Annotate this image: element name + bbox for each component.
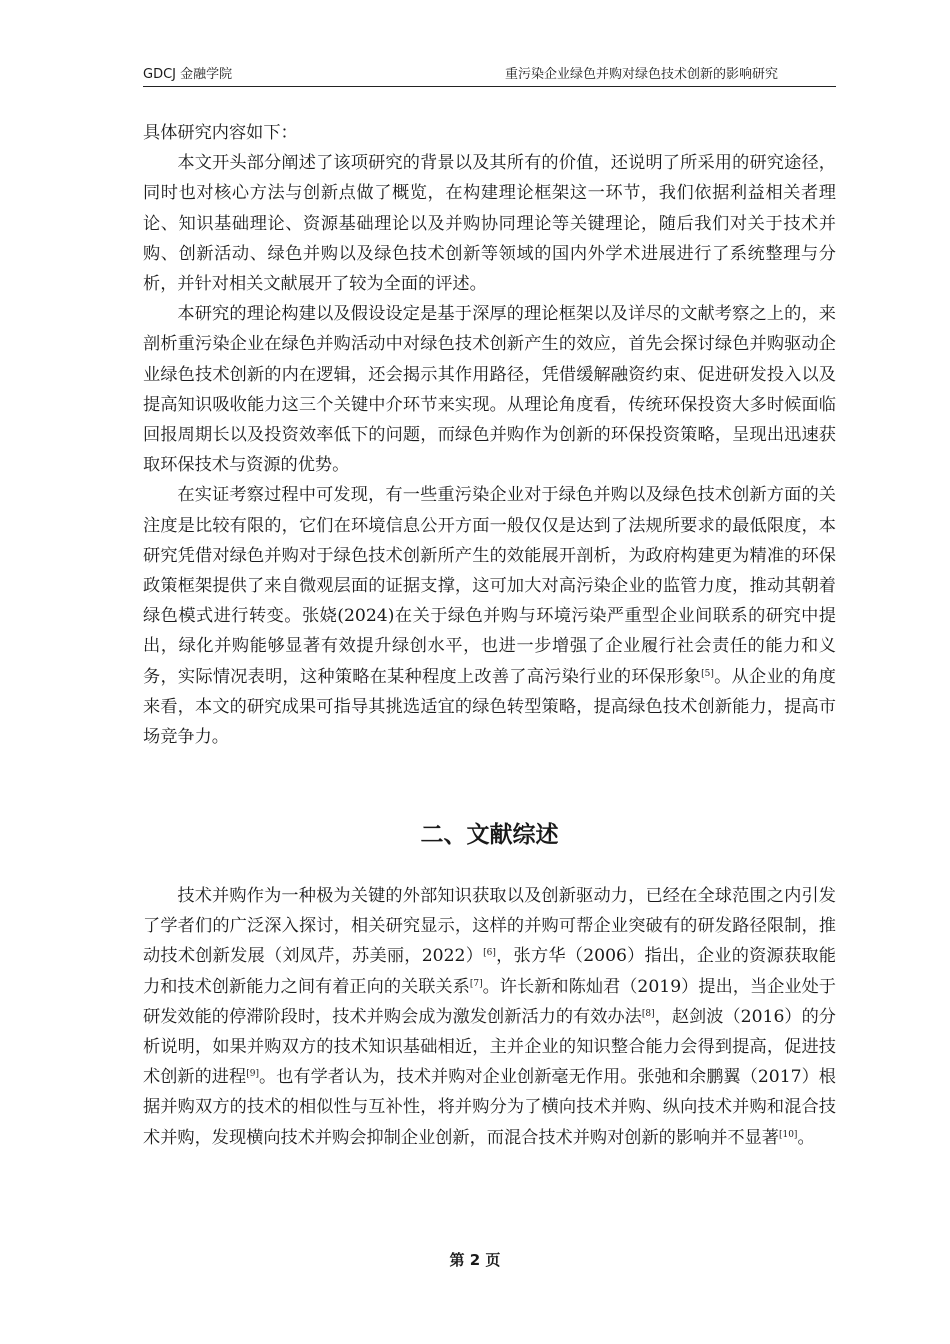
citation-9: [9] (246, 1069, 259, 1080)
paragraph-3-text-a: 在实证考察过程中可发现，有一些重污染企业对于绿色并购以及绿色技术创新方面的关注度是比较有限的，它们在环境信息公开方面一般仅仅是达到了法规所要求的最低限度，本研究凭借对绿色并购对于绿色技术创新所产生的效能展开剖析，为政府构建更为精准的环保政策框架提供了来自微观层面的证据支撑，这可加大对高污染企业的监管力度，推动其朝着绿色模式进行转变。张娆(2024)在关于绿色并购与环境污染严重型企业间联系的研究中提出，绿化并购能够显著有效提升绿创水平，也进一步增强了企业履行社会责任的能力和义务，实际情况表明，这种策略在某种程度上改善了高污染行业的环保形象 (143, 485, 836, 687)
citation-5: [5] (701, 668, 714, 679)
lit-sentence-3: 。许长新和陈灿君（2019）提出，当企业处于研发效能的停滞阶段时，技术并购会成为激发创新活力的有效办法 (143, 976, 836, 1027)
intro-line: 具体研究内容如下： (143, 123, 298, 143)
header-paper-title: 重污染企业绿色并购对绿色技术创新的影响研究 (504, 67, 778, 82)
lit-sentence-5: 。也有学者认为，技术并购对企业创新毫无作用。张弛和余鹏翼（2017）根据并购双方的技术的相似性与互补性，将并购分为了横向技术并购、纵向技术并购和混合技术并购，发现横向技术并购会抑制企业创新，而混合技术并购对创新的影响并不显著 (143, 1067, 836, 1148)
paragraph-2: 本研究的理论构建以及假设设定是基于深厚的理论框架以及详尽的文献考察之上的，来剖析重污染企业在绿色并购活动中对绿色技术创新产生的效应，首先会探讨绿色并购驱动企业绿色技术创新的内在逻辑，还会揭示其作用路径，凭借缓解融资约束、促进研发投入以及提高知识吸收能力这三个关键中介环节来实现。从理论角度看，传统环保投资大多时候面临回报周期长以及投资效率低下的问题，而绿色并购作为创新的环保投资策略，呈现出迅速获取环保技术与资源的优势。 (143, 304, 836, 476)
lit-sentence-6: 。 (797, 1127, 815, 1148)
citation-8: [8] (641, 1008, 655, 1019)
lit-sentence-2: ，张方华（2006）指出，企业的资源获取能力和技术创新能力之间有着正向的关联关系 (143, 946, 836, 997)
literature-review-text (143, 881, 836, 1153)
citation-6: [6] (483, 948, 496, 959)
header-institution: GDCJ 金融学院 (143, 67, 233, 82)
lit-sentence-1: 技术并购作为一种极为关键的外部知识获取以及创新驱动力，已经在全球范围之内引发了学者们的广泛深入探讨，相关研究显示，这样的并购可帮企业突破有的研发路径限制，推动技术创新发展（刘凤芹，苏美丽，2022） (143, 886, 836, 967)
page-number: 第 2 页 (449, 1251, 501, 1269)
lit-paragraph (143, 881, 836, 1153)
citation-7: [7] (469, 978, 483, 989)
paragraph-1: 本文开头部分阐述了该项研究的背景以及其所有的价值，还说明了所采用的研究途径，同时也对核心方法与创新点做了概览，在构建理论框架这一环节，我们依据利益相关者理论、知识基础理论、资源基础理论以及并购协同理论等关键理论，随后我们对关于技术并购、创新活动、绿色并购以及绿色技术创新等领域的国内外学术进展进行了系统整理与分析，并针对相关文献展开了较为全面的评述。 (143, 153, 836, 295)
section-heading: 二、文献综述 (420, 822, 559, 848)
citation-10: [10] (778, 1129, 798, 1140)
page-header (143, 66, 836, 87)
lit-sentence-4: ，赵剑波（2016）的分析说明，如果并购双方的技术知识基础相近，主并企业的知识整合能力会得到提高，促进技术创新的进程 (143, 1006, 836, 1088)
body-text (143, 118, 836, 752)
paragraph-3-text-b: 。从企业的角度来看，本文的研究成果可指导其挑选适宜的绿色转型策略，提高绿色技术创新能力，提高市场竞争力。 (143, 666, 836, 748)
paragraph-3 (143, 480, 836, 752)
